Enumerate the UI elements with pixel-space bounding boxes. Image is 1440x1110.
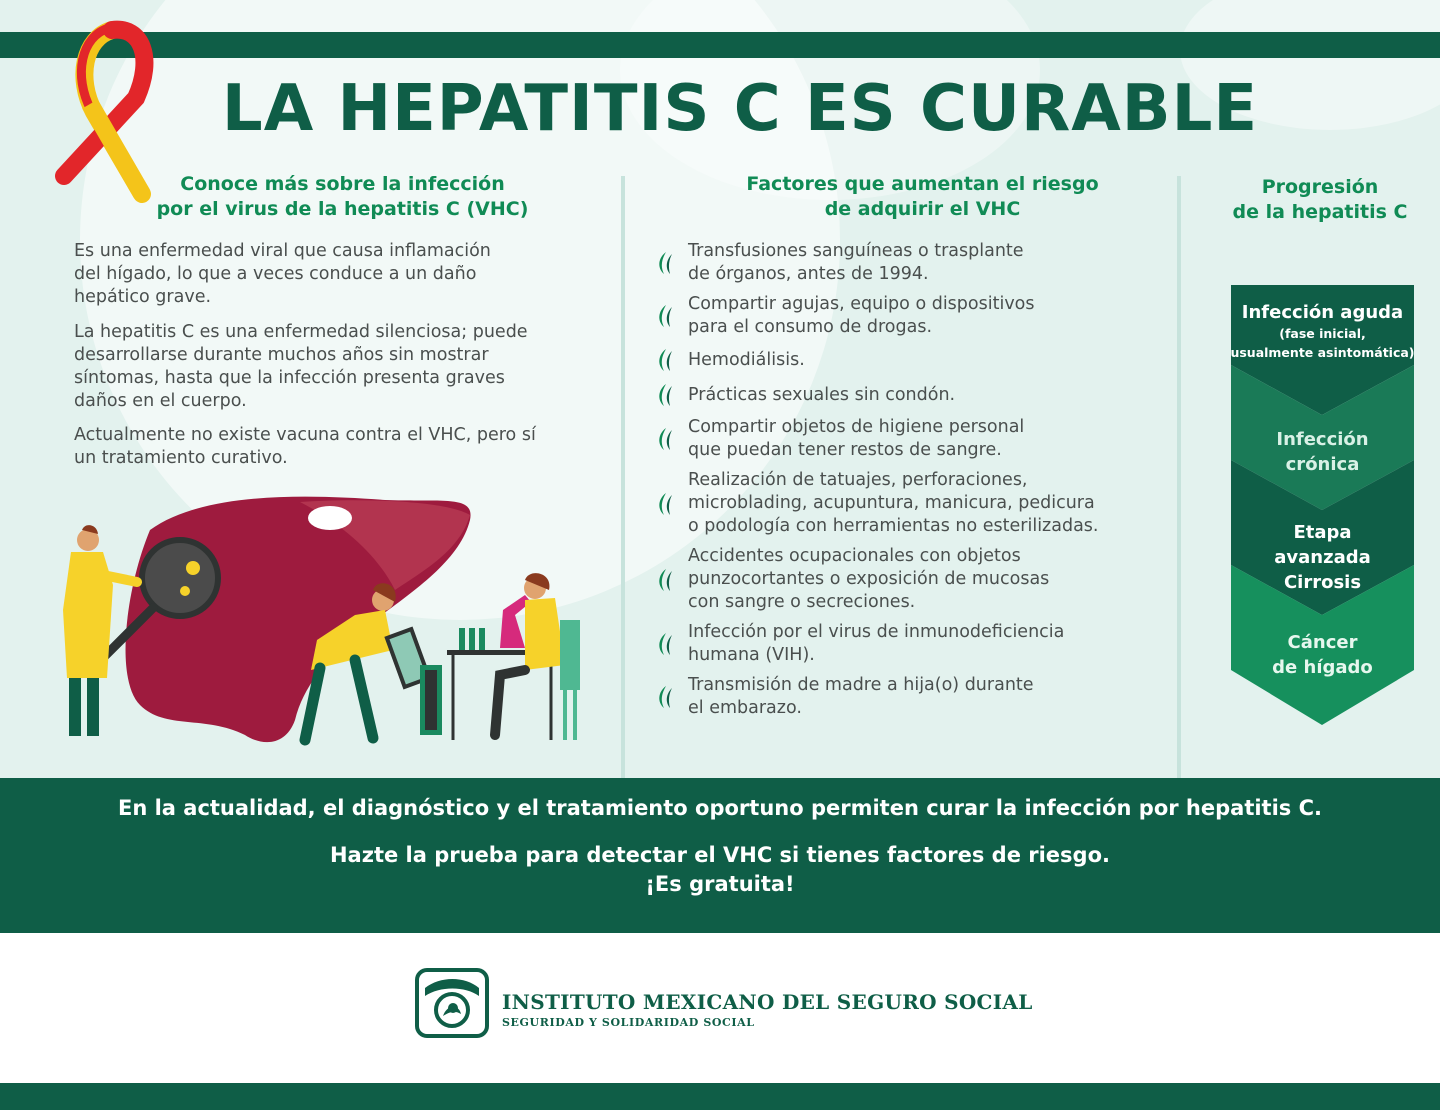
list-item xyxy=(654,240,1154,286)
risk-factor-list xyxy=(654,240,1154,727)
stage-subtitle: (fase inicial, xyxy=(1279,326,1366,341)
stage-title: Infección aguda xyxy=(1241,302,1404,323)
list-item xyxy=(654,674,1154,720)
stage-title: avanzada xyxy=(1274,547,1371,568)
leaf-bullet-icon xyxy=(654,381,688,409)
middle-column-heading xyxy=(700,172,1145,222)
leaf-bullet-icon xyxy=(654,490,688,518)
stage-title: Cirrosis xyxy=(1283,572,1362,593)
heading-line: Factores que aumentan el riesgo xyxy=(746,173,1099,195)
text-line: que puedan tener restos de sangre. xyxy=(688,440,1002,460)
text-line: Compartir objetos de higiene personal xyxy=(688,417,1025,437)
text-line: hepático grave. xyxy=(74,287,212,307)
text-line: daños en el cuerpo. xyxy=(74,391,247,411)
column-divider xyxy=(1177,176,1181,778)
text-line: Realización de tatuajes, perforaciones, xyxy=(688,470,1028,490)
progression-stage-3 xyxy=(1231,520,1414,600)
text-line: para el consumo de drogas. xyxy=(688,317,933,337)
stage-title: de hígado xyxy=(1272,657,1373,678)
heading-line: de adquirir el VHC xyxy=(824,198,1021,220)
text-line: Compartir agujas, equipo o dispositivos xyxy=(688,294,1035,314)
list-item xyxy=(654,416,1154,462)
text-line: Es una enfermedad viral que causa inflamación xyxy=(74,241,491,261)
progression-stage-2 xyxy=(1231,425,1414,485)
stage-subtitle: usualmente asintomática) xyxy=(1230,345,1415,360)
banner-line: ¡Es gratuita! xyxy=(645,872,795,896)
imss-logo-icon xyxy=(415,968,489,1038)
right-column-heading xyxy=(1200,175,1440,225)
list-item xyxy=(654,545,1154,614)
institution-name: INSTITUTO MEXICANO DEL SEGURO SOCIAL xyxy=(502,990,1033,1014)
left-column-heading xyxy=(130,172,555,222)
text-line: humana (VIH). xyxy=(688,645,815,665)
text-line: Accidentes ocupacionales con objetos xyxy=(688,546,1021,566)
institution-motto: SEGURIDAD Y SOLIDARIDAD SOCIAL xyxy=(502,1016,755,1029)
footer-stripe xyxy=(0,1083,1440,1110)
stage-title: crónica xyxy=(1285,454,1360,475)
info-paragraph xyxy=(74,321,594,413)
text-line: Infección por el virus de inmunodeficiencia xyxy=(688,622,1065,642)
list-item xyxy=(654,381,1154,409)
list-item xyxy=(654,293,1154,339)
column-divider xyxy=(621,176,625,778)
banner-line: En la actualidad, el diagnóstico y el tratamiento oportuno permiten curar la infección por hepatitis C. xyxy=(117,796,1322,820)
top-bar xyxy=(0,32,1440,58)
list-item xyxy=(654,469,1154,538)
text-line: Prácticas sexuales sin condón. xyxy=(688,384,956,405)
leaf-bullet-icon xyxy=(654,249,688,277)
progression-stage-4 xyxy=(1231,630,1414,690)
page-title: LA HEPATITIS C ES CURABLE xyxy=(221,72,1259,146)
text-line: Actualmente no existe vacuna contra el VHC, pero sí xyxy=(74,425,536,445)
liver-doctors-illustration xyxy=(55,490,595,750)
text-line: con sangre o secreciones. xyxy=(688,592,916,612)
heading-line: Progresión xyxy=(1261,176,1379,198)
text-line: un tratamiento curativo. xyxy=(74,448,288,468)
text-line: síntomas, hasta que la infección presenta graves xyxy=(74,368,505,388)
heading-line: de la hepatitis C xyxy=(1232,201,1408,223)
leaf-bullet-icon xyxy=(654,566,688,594)
leaf-bullet-icon xyxy=(654,346,688,374)
info-paragraph xyxy=(74,424,594,470)
stage-title: Etapa xyxy=(1293,522,1352,543)
leaf-bullet-icon xyxy=(654,425,688,453)
stage-title: Infección xyxy=(1276,429,1369,450)
text-line: o podología con herramientas no esterilizadas. xyxy=(688,516,1099,536)
heading-line: Conoce más sobre la infección xyxy=(180,173,505,195)
text-line: el embarazo. xyxy=(688,698,802,718)
stage-title: Cáncer xyxy=(1287,632,1358,653)
text-line: La hepatitis C es una enfermedad silenciosa; puede xyxy=(74,322,528,342)
text-line: desarrollarse durante muchos años sin mostrar xyxy=(74,345,489,365)
heading-line: por el virus de la hepatitis C (VHC) xyxy=(156,198,529,220)
leaf-bullet-icon xyxy=(654,630,688,658)
text-line: microblading, acupuntura, manicura, pedicura xyxy=(688,493,1095,513)
text-line: Transmisión de madre a hija(o) durante xyxy=(688,675,1034,695)
banner-line: Hazte la prueba para detectar el VHC si tienes factores de riesgo. xyxy=(329,843,1110,867)
text-line: Hemodiálisis. xyxy=(688,349,805,370)
info-paragraph xyxy=(74,240,594,309)
list-item xyxy=(654,346,1154,374)
leaf-bullet-icon xyxy=(654,302,688,330)
text-line: Transfusiones sanguíneas o trasplante xyxy=(688,241,1024,261)
leaf-bullet-icon xyxy=(654,683,688,711)
text-line: punzocortantes o exposición de mucosas xyxy=(688,569,1050,589)
text-line: de órganos, antes de 1994. xyxy=(688,264,929,284)
text-line: del hígado, lo que a veces conduce a un daño xyxy=(74,264,477,284)
list-item xyxy=(654,621,1154,667)
progression-stage-1 xyxy=(1231,285,1414,375)
call-to-action-banner xyxy=(0,778,1440,933)
